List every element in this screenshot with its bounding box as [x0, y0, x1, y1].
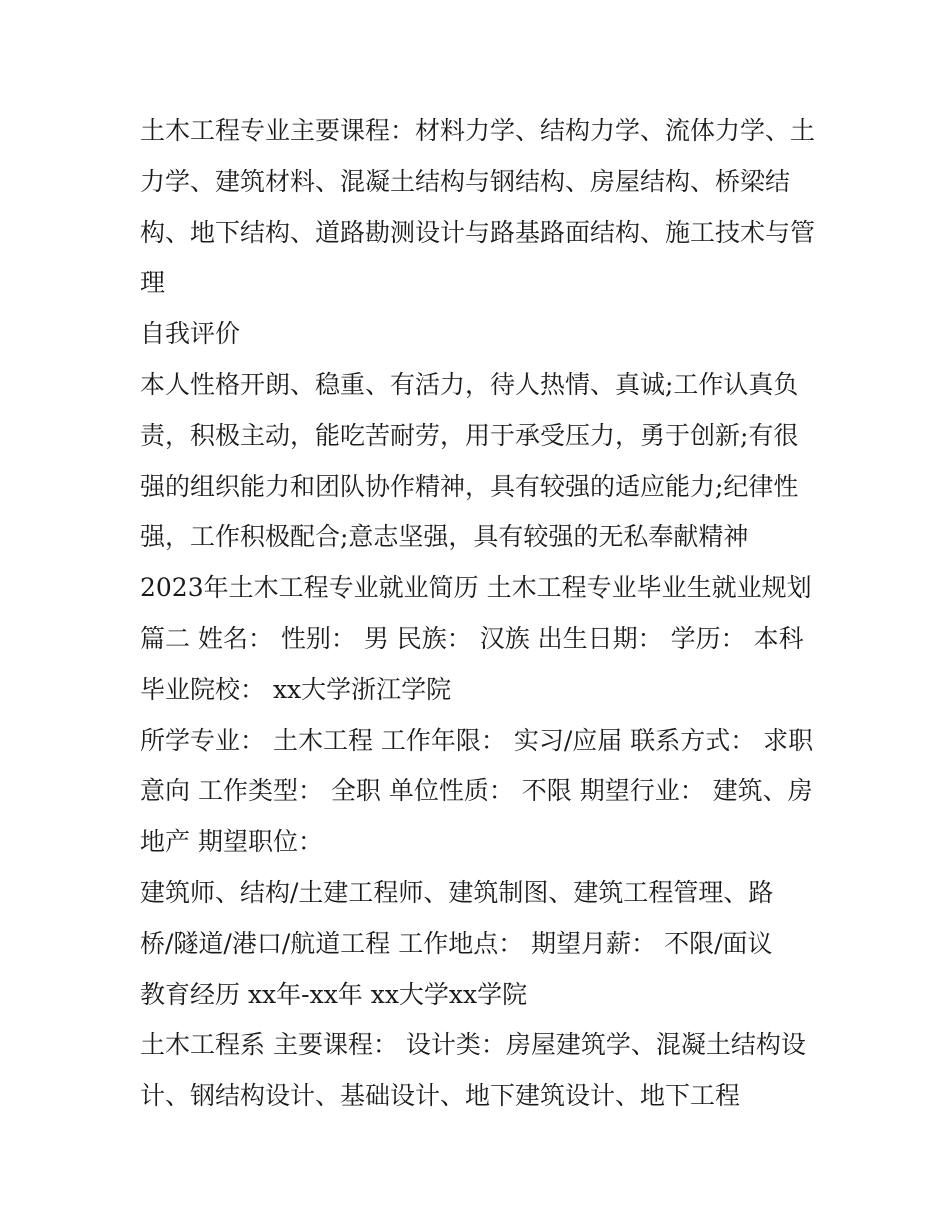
text-line: 地产 期望职位： [140, 827, 323, 857]
section-heading: 自我评价 [140, 319, 241, 349]
text-line: 教育经历 xx年-xx年 xx大学xx学院 [140, 979, 528, 1009]
text-line: 强，工作积极配合;意志坚强，具有较强的无私奉献精神 [140, 522, 749, 552]
text-line: 构、地下结构、道路勘测设计与路基路面结构、施工技术与管 [140, 217, 816, 247]
text-line: 意向 工作类型： 全职 单位性质： 不限 期望行业： 建筑、房 [140, 776, 813, 806]
text-line: 桥/隧道/港口/航道工程 工作地点： 期望月薪： 不限/面议 [140, 928, 773, 958]
document-body [140, 106, 820, 1122]
text-line: 土木工程系 主要课程： 设计类：房屋建筑学、混凝土结构设 [140, 1030, 806, 1060]
text-line: 篇二 姓名： 性别： 男 民族： 汉族 出生日期： 学历： 本科 [140, 623, 804, 653]
text-line: 所学专业： 土木工程 工作年限： 实习/应届 联系方式： 求职 [140, 725, 814, 755]
text-line: 土木工程专业主要课程：材料力学、结构力学、流体力学、土 [140, 116, 816, 145]
text-line: 力学、建筑材料、混凝土结构与钢结构、房屋结构、桥梁结 [140, 166, 791, 196]
text-line: 本人性格开朗、稳重、有活力，待人热情、真诚;工作认真负 [140, 369, 799, 399]
text-line: 建筑师、结构/土建工程师、建筑制图、建筑工程管理、路 [140, 877, 774, 907]
text-line: 计、钢结构设计、基础设计、地下建筑设计、地下工程 [140, 1081, 741, 1111]
text-line: 理 [140, 268, 166, 298]
text-line: 责，积极主动，能吃苦耐劳，用于承受压力，勇于创新;有很 [140, 420, 799, 450]
text-line: 强的组织能力和团队协作精神，具有较强的适应能力;纪律性 [140, 471, 799, 501]
text-line: 毕业院校： xx大学浙江学院 [140, 674, 452, 704]
text-line: 2023年土木工程专业就业简历 土木工程专业毕业生就业规划 [140, 573, 812, 603]
